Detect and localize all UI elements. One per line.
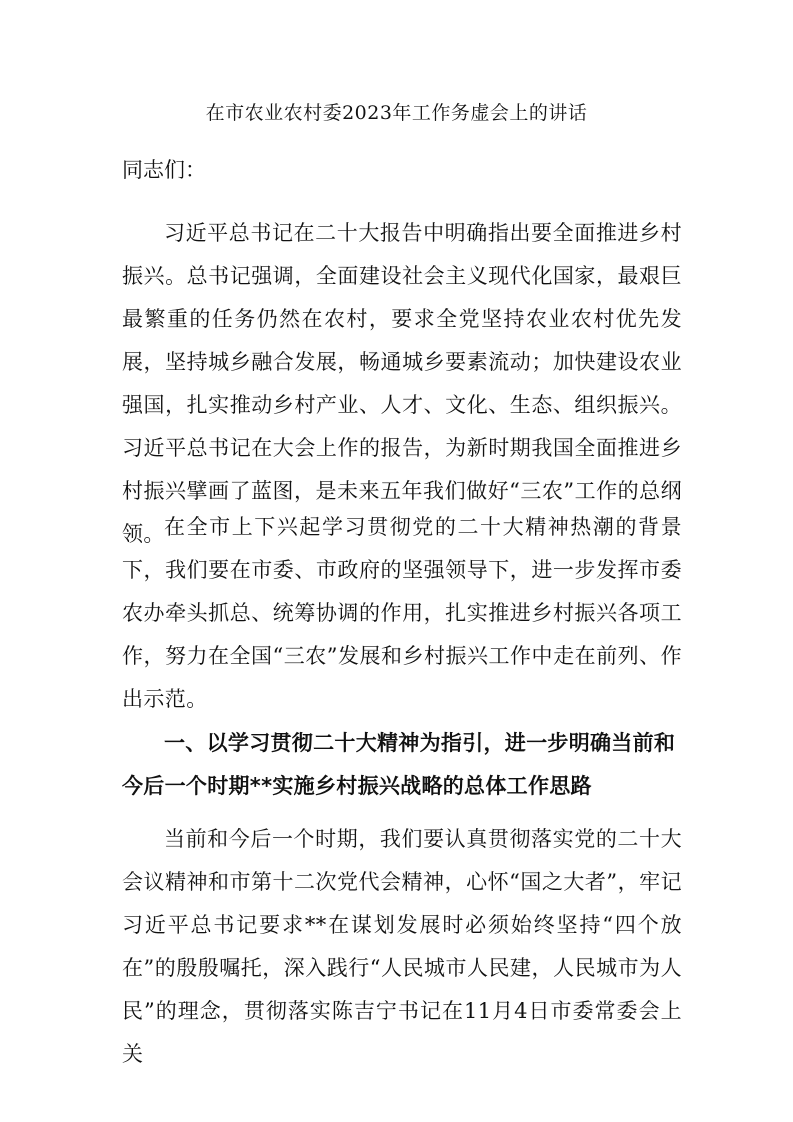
paragraph-background: 在全市上下兴起学习贯彻党的二十大精神热潮的背景下，我们要在市委、市政府的坚强领导下，进一步发挥市委农办牵头抓总、统筹协调的作用，扎实推进乡村振兴各项工作，努力在全国“三农”发展和乡村振兴工作中走在前列、作出示范。	[122, 515, 682, 711]
paragraph-intro: 习近平总书记在二十大报告中明确指出要全面推进乡村振兴。总书记强调，全面建设社会主义现代化国家，最艰巨最繁重的任务仍然在农村，要求全党坚持农业农村优先发展，坚持城乡融合发展，畅通城乡要素流动；加快建设农业强国，扎实推动乡村产业、人才、文化、生态、组织振兴。习近平总书记在大会上作的报告，为新时期我国全面推进乡村振兴擘画了蓝图，是未来五年我们做好“三农”工作的总纲领。	[122, 221, 682, 546]
document-title: 在市农业农村委2023年工作务虚会上的讲话	[205, 102, 588, 124]
salutation: 同志们：	[122, 158, 206, 182]
paragraph-section-one: 当前和今后一个时期，我们要认真贯彻落实党的二十大会议精神和市第十二次党代会精神，心怀“国之大者”，牢记习近平总书记要求**在谋划发展时必须始终坚持“四个放在”的殷殷嘱托，深入践行“人民城市人民建，人民城市为人民”的理念，贯彻落实陈吉宁书记在11月4日市委常委会上关	[122, 827, 682, 1066]
section-heading-one: 一、以学习贯彻二十大精神为指引，进一步明确当前和今后一个时期**实施乡村振兴战略的总体工作思路	[122, 731, 676, 798]
